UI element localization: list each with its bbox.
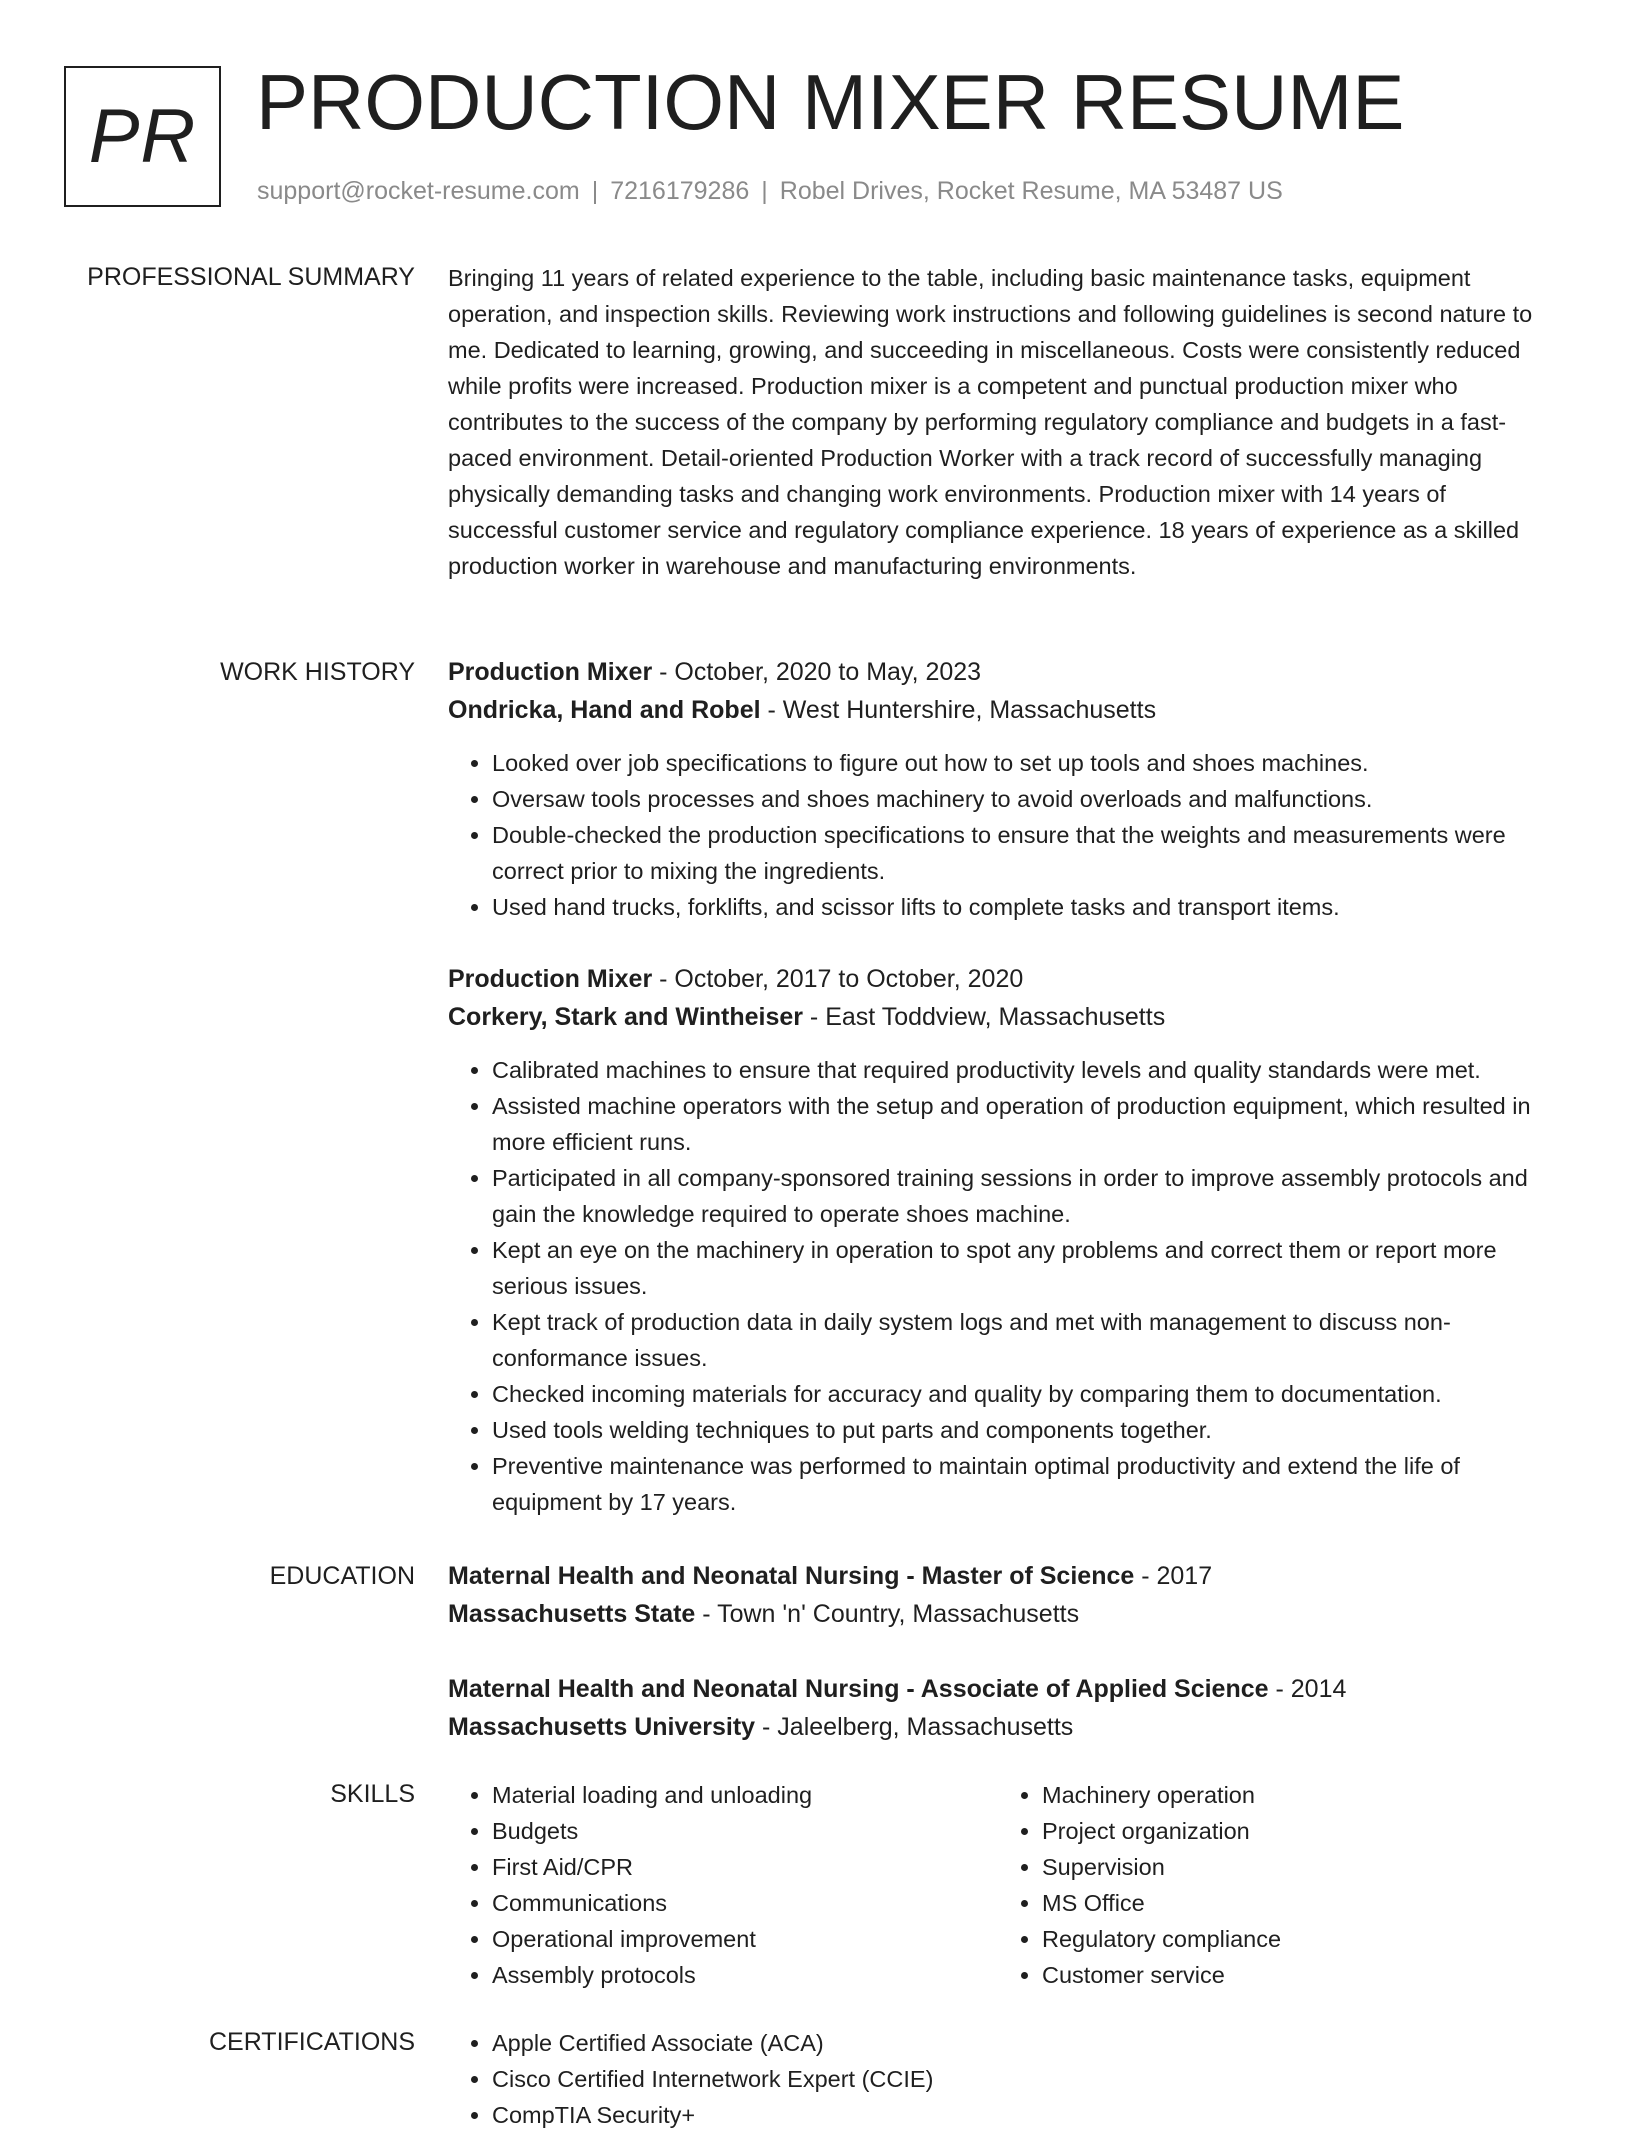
monogram-initials: PR [88,94,197,179]
list-item: • Participated in all company-sponsored training sessions in order to improve assembly protocols and gain the knowledge required to operate shoes machine. [492,1160,1560,1232]
contact-separator: | [591,177,599,205]
job-company: Ondricka, Hand and Robel [448,696,761,724]
certifications-list [448,2025,1560,2133]
monogram-badge [64,66,221,207]
list-item: • Calibrated machines to ensure that required productivity levels and quality standards were met. [492,1052,1560,1088]
contact-phone[interactable]: 7216179286 [610,177,750,205]
job-company-line [448,998,1560,1036]
list-item: • Assisted machine operators with the setup and operation of production equipment, which resulted in more efficient runs. [492,1088,1560,1160]
job-dates: - October, 2017 to October, 2020 [652,965,1024,993]
section-label-summary: PROFESSIONAL SUMMARY [87,263,415,291]
education-year: - 2017 [1134,1562,1213,1590]
list-item: • Used tools welding techniques to put parts and components together. [492,1412,1560,1448]
list-item: • Apple Certified Associate (ACA) [492,2025,1560,2061]
list-item: • Communications [492,1885,968,1921]
list-item: • Machinery operation [1042,1777,1518,1813]
list-item: • Kept an eye on the machinery in operation to spot any problems and correct them or report more serious issues. [492,1232,1560,1304]
job-bullet-list [448,745,1560,925]
list-item: • Preventive maintenance was performed to maintain optimal productivity and extend the life of equipment by 17 years. [492,1448,1560,1520]
section-label-skills: SKILLS [330,1780,415,1808]
section-label-certifications: CERTIFICATIONS [208,2028,415,2056]
list-item: • Budgets [492,1813,968,1849]
skills-list [998,1777,1518,1993]
contact-line [257,174,1283,208]
education-school-line [448,1595,1560,1633]
education-degree: Maternal Health and Neonatal Nursing - Master of Science [448,1562,1135,1590]
job-title: Production Mixer [448,658,653,686]
list-item: • Checked incoming materials for accuracy and quality by comparing them to documentation. [492,1376,1560,1412]
job-location: - West Huntershire, Massachusetts [760,696,1157,724]
list-item: • Double-checked the production specifications to ensure that the weights and measurements were correct prior to mixing the ingredients. [492,817,1560,889]
job-dates: - October, 2020 to May, 2023 [652,658,982,686]
list-item: • First Aid/CPR [492,1849,968,1885]
resume-title: PRODUCTION MIXER RESUME [256,58,1405,146]
job-location: - East Toddview, Massachusetts [802,1003,1166,1031]
certifications-entry [448,2025,1560,2133]
contact-address: Robel Drives, Rocket Resume, MA 53487 US [779,177,1283,205]
list-item: • MS Office [1042,1885,1518,1921]
skills-column-left [448,1777,968,1993]
list-item: • Kept track of production data in daily system logs and met with management to discuss non-conformance issues. [492,1304,1560,1376]
list-item: • CompTIA Security+ [492,2097,1560,2133]
education-year: - 2014 [1268,1675,1347,1703]
job-title-line [448,960,1560,998]
education-entry [448,1557,1560,1633]
job-title-line [448,653,1560,691]
education-entry [448,1670,1560,1746]
list-item: • Used hand trucks, forklifts, and scissor lifts to complete tasks and transport items. [492,889,1560,925]
job-entry [448,653,1560,925]
education-location: - Jaleelberg, Massachusetts [755,1713,1074,1741]
list-item: • Assembly protocols [492,1957,968,1993]
education-location: - Town 'n' Country, Massachusetts [695,1600,1080,1628]
list-item: • Regulatory compliance [1042,1921,1518,1957]
list-item: • Oversaw tools processes and shoes machinery to avoid overloads and malfunctions. [492,781,1560,817]
section-label-work: WORK HISTORY [220,658,415,686]
job-company-line [448,691,1560,729]
job-bullet-list [448,1052,1560,1520]
contact-email[interactable]: support@rocket-resume.com [257,177,580,205]
list-item: • Material loading and unloading [492,1777,968,1813]
job-company: Corkery, Stark and Wintheiser [448,1003,803,1031]
education-school: Massachusetts State [448,1600,696,1628]
contact-separator: | [761,177,768,205]
job-title: Production Mixer [448,965,653,993]
education-degree: Maternal Health and Neonatal Nursing - Associate of Applied Science [448,1675,1269,1703]
list-item: • Cisco Certified Internetwork Expert (CCIE) [492,2061,1560,2097]
skills-column-right [998,1777,1518,1993]
job-entry [448,960,1560,1520]
skills-list [448,1777,968,1993]
summary-text: Bringing 11 years of related experience to the table, including basic maintenance tasks, equipment operation, and inspection skills. Reviewing work instructions and following guidelines is second nature to me. Dedicated to learning, growing, and succeeding in miscellaneous. Costs were consistently reduced while profits were increased. Production mixer is a competent and punctual production mixer who contributes to the success of the company by performing regulatory compliance and budgets in a fast-paced environment. Detail-oriented Production Worker with a track record of successfully managing physically demanding tasks and changing work environments. Production mixer with 14 years of successful customer service and regulatory compliance experience. 18 years of experience as a skilled production worker in warehouse and manufacturing environments. [448,265,1533,579]
education-school: Massachusetts University [448,1713,756,1741]
education-degree-line [448,1670,1560,1708]
list-item: • Operational improvement [492,1921,968,1957]
list-item: • Supervision [1042,1849,1518,1885]
list-item: • Customer service [1042,1957,1518,1993]
education-school-line [448,1708,1560,1746]
education-degree-line [448,1557,1560,1595]
section-label-education: EDUCATION [269,1562,415,1590]
list-item: • Project organization [1042,1813,1518,1849]
list-item: • Looked over job specifications to figure out how to set up tools and shoes machines. [492,745,1560,781]
